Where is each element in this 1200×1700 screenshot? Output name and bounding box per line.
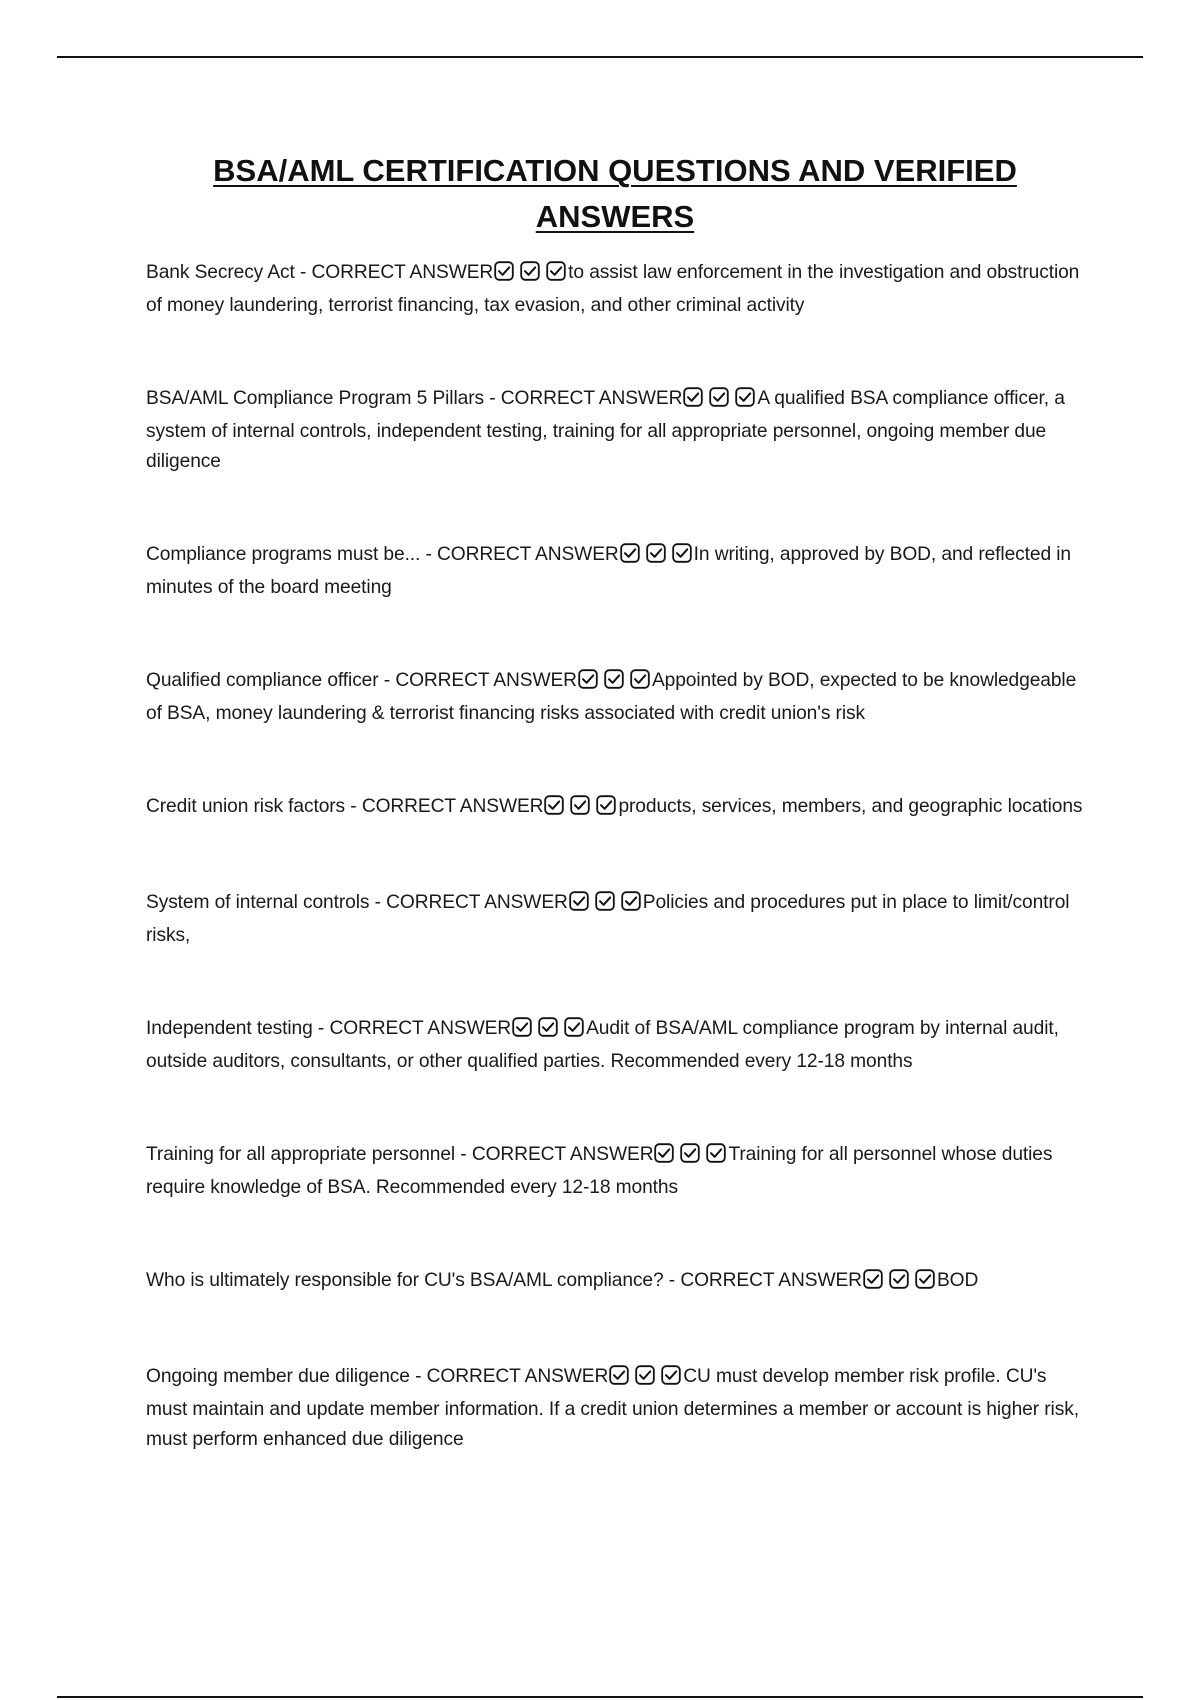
header-rule (57, 56, 1143, 58)
qa-separator: - (369, 892, 387, 913)
checkbox-checked-icon (863, 1269, 883, 1289)
checkbox-checked-icon (683, 387, 703, 407)
qa-term: Independent testing (146, 1018, 313, 1039)
answer-marker: CORRECT ANSWER (437, 544, 619, 565)
qa-item (146, 384, 1090, 477)
qa-separator: - (484, 388, 501, 409)
check-marks (569, 891, 642, 921)
checkbox-checked-icon (915, 1269, 935, 1289)
check-marks (863, 1269, 936, 1299)
qa-term: Compliance programs must be... (146, 544, 421, 565)
qa-item (146, 888, 1090, 951)
qa-term: Who is ultimately responsible for CU's BSA/AML compliance? (146, 1270, 664, 1291)
qa-answer: Policies and procedures put in place to limit/control risks, (146, 892, 1070, 946)
qa-term: System of internal controls (146, 892, 370, 913)
checkbox-checked-icon (564, 1017, 584, 1037)
checkbox-checked-icon (546, 261, 566, 281)
checkbox-checked-icon (609, 1365, 629, 1385)
answer-marker: CORRECT ANSWER (386, 892, 568, 913)
checkbox-checked-icon (621, 891, 641, 911)
checkbox-checked-icon (709, 387, 729, 407)
checkbox-checked-icon (569, 891, 589, 911)
qa-separator: - (409, 1366, 427, 1387)
answer-marker: CORRECT ANSWER (329, 1018, 512, 1039)
qa-separator: - (420, 544, 438, 565)
qa-item (146, 792, 1090, 825)
checkbox-checked-icon (596, 795, 616, 815)
qa-answer: products, services, members, and geographic locations (618, 796, 1083, 817)
answer-marker: CORRECT ANSWER (311, 262, 494, 283)
checkbox-checked-icon (538, 1017, 558, 1037)
checkbox-checked-icon (604, 669, 624, 689)
checkbox-checked-icon (630, 669, 650, 689)
qa-separator: - (378, 670, 396, 691)
document-title: BSA/AML CERTIFICATION QUESTIONS AND VERIFIED ANSWERS (213, 153, 1017, 234)
qa-answer: to assist law enforcement in the investigation and obstruction of money laundering, terrorist financing, tax evasion, and other criminal activity (146, 262, 1080, 316)
qa-term: Training for all appropriate personnel (146, 1144, 456, 1165)
qa-term: Qualified compliance officer (146, 670, 379, 691)
checkbox-checked-icon (889, 1269, 909, 1289)
answer-marker: CORRECT ANSWER (500, 388, 683, 409)
qa-separator: - (345, 796, 362, 817)
answer-marker: CORRECT ANSWER (680, 1270, 862, 1291)
qa-term: Credit union risk factors (146, 796, 346, 817)
checkbox-checked-icon (735, 387, 755, 407)
qa-answer: BOD (936, 1270, 979, 1291)
qa-answer: Audit of BSA/AML compliance program by internal audit, outside auditors, consultants, or other qualified parties. Recommended every 12-18 months (146, 1018, 1059, 1072)
qa-item (146, 1014, 1090, 1077)
qa-answer: CU must develop member risk profile. CU's must maintain and update member information. If a credit union determines a member or account is higher risk, must perform enhanced due diligence (146, 1366, 1079, 1450)
check-marks (654, 1143, 727, 1173)
qa-answer: Training for all personnel whose duties require knowledge of BSA. Recommended every 12-18 months (146, 1144, 1053, 1198)
checkbox-checked-icon (570, 795, 590, 815)
check-marks (620, 543, 693, 573)
qa-item (146, 540, 1090, 603)
qa-answer: Appointed by BOD, expected to be knowledgeable of BSA, money laundering & terrorist financing risks associated with credit union's risk (146, 670, 1077, 724)
checkbox-checked-icon (661, 1365, 681, 1385)
checkbox-checked-icon (578, 669, 598, 689)
answer-marker: CORRECT ANSWER (471, 1144, 654, 1165)
qa-answer: In writing, approved by BOD, and reflected in minutes of the board meeting (146, 544, 1071, 598)
checkbox-checked-icon (494, 261, 514, 281)
qa-separator: - (294, 262, 312, 283)
checkbox-checked-icon (595, 891, 615, 911)
check-marks (544, 795, 617, 825)
check-marks (609, 1365, 682, 1395)
qa-list (146, 258, 1090, 1455)
answer-marker: CORRECT ANSWER (395, 670, 577, 691)
qa-term: Bank Secrecy Act (146, 262, 295, 283)
checkbox-checked-icon (512, 1017, 532, 1037)
checkbox-checked-icon (520, 261, 540, 281)
checkbox-checked-icon (544, 795, 564, 815)
answer-marker: CORRECT ANSWER (426, 1366, 609, 1387)
checkbox-checked-icon (706, 1143, 726, 1163)
check-marks (494, 261, 567, 291)
qa-separator: - (663, 1270, 681, 1291)
qa-item (146, 1362, 1090, 1455)
checkbox-checked-icon (680, 1143, 700, 1163)
answer-marker: CORRECT ANSWER (361, 796, 544, 817)
qa-term: BSA/AML Compliance Program 5 Pillars (146, 388, 484, 409)
check-marks (512, 1017, 585, 1047)
checkbox-checked-icon (654, 1143, 674, 1163)
qa-separator: - (312, 1018, 330, 1039)
check-marks (683, 387, 756, 417)
qa-item (146, 258, 1090, 321)
footer-rule (57, 1696, 1143, 1698)
checkbox-checked-icon (672, 543, 692, 563)
qa-item (146, 1140, 1090, 1203)
qa-separator: - (455, 1144, 472, 1165)
qa-answer: A qualified BSA compliance officer, a system of internal controls, independent testing, training for all appropriate personnel, ongoing member due diligence (146, 388, 1065, 472)
checkbox-checked-icon (620, 543, 640, 563)
qa-item (146, 666, 1090, 729)
qa-item (146, 1266, 1090, 1299)
check-marks (578, 669, 651, 699)
checkbox-checked-icon (646, 543, 666, 563)
qa-term: Ongoing member due diligence (146, 1366, 410, 1387)
checkbox-checked-icon (635, 1365, 655, 1385)
